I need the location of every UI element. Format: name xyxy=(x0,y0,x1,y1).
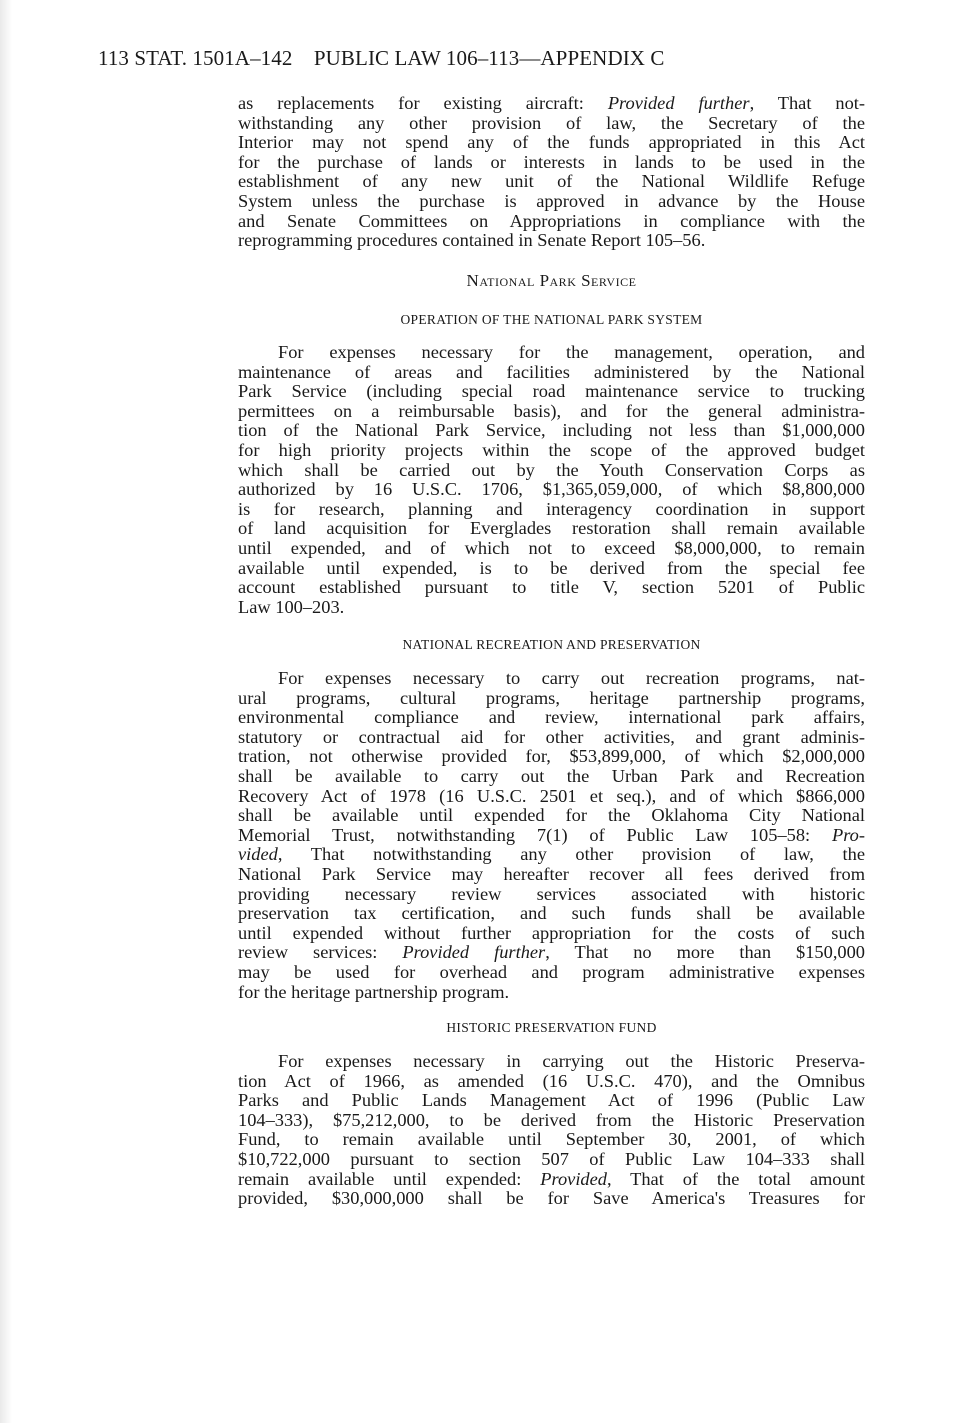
italic-text: Provided xyxy=(540,1168,607,1189)
paragraph-operation xyxy=(238,343,865,617)
text-line xyxy=(238,865,865,885)
text-segment: tration, not otherwise provided for, $53,899,000, of which $2,000,000 xyxy=(238,746,865,767)
text-line xyxy=(238,598,865,618)
text-segment: remain available until expended: xyxy=(238,1168,541,1189)
text-segment: for high priority projects within the scope of the approved budget xyxy=(238,439,865,460)
heading-recreation: NATIONAL RECREATION AND PRESERVATION xyxy=(402,637,701,652)
text-line xyxy=(238,1052,865,1072)
text-segment: which shall be carried out by the Youth Conservation Corps as xyxy=(238,459,865,480)
text-segment: for the heritage partnership program. xyxy=(238,981,510,1002)
text-line xyxy=(238,114,865,134)
text-segment: environmental compliance and review, international park affairs, xyxy=(238,707,865,728)
text-line xyxy=(238,172,865,192)
text-segment: Law 100–203. xyxy=(238,596,345,617)
text-line xyxy=(238,885,865,905)
text-line xyxy=(238,1150,865,1170)
text-segment: , That no more than $150,000 xyxy=(545,942,866,963)
italic-text: Pro- xyxy=(831,824,865,845)
text-segment: For expenses necessary in carrying out the Historic Preserva- xyxy=(278,1051,865,1071)
text-segment: Interior may not spend any of the funds appropriated in this Act xyxy=(238,132,865,153)
text-segment: reprogramming procedures contained in Senate Report 105–56. xyxy=(238,230,706,251)
running-head: 113 STAT. 1501A–142 PUBLIC LAW 106–113—APPENDIX C xyxy=(98,46,665,70)
text-segment: Parks and Public Lands Management Act of 1996 (Public Law xyxy=(238,1090,865,1111)
text-line xyxy=(238,1189,865,1209)
text-segment: Park Service (including special road maintenance service to trucking xyxy=(238,381,865,402)
text-segment: for the purchase of lands or interests in lands to be used in the xyxy=(238,151,865,172)
heading-historic-fund: HISTORIC PRESERVATION FUND xyxy=(446,1020,657,1035)
text-segment: until expended, and of which not to exceed $8,000,000, to remain xyxy=(238,537,865,558)
text-line xyxy=(238,343,865,363)
text-segment: , That notwithstanding any other provision of law, the xyxy=(277,844,865,865)
text-line xyxy=(238,826,865,846)
text-segment: tion Act of 1966, as amended (16 U.S.C. 470), and the Omnibus xyxy=(238,1070,865,1091)
text-segment: authorized by 16 U.S.C. 1706, $1,365,059,000, of which $8,800,000 xyxy=(238,479,865,500)
text-line xyxy=(238,559,865,579)
text-line xyxy=(238,231,865,251)
italic-text: Provided further xyxy=(607,93,750,113)
text-line xyxy=(238,500,865,520)
italic-text: vided xyxy=(238,844,278,865)
text-line xyxy=(238,904,865,924)
text-segment: permittees on a reimbursable basis), and for the general administra- xyxy=(238,400,865,421)
paragraph-historic-fund xyxy=(238,1052,865,1209)
text-line xyxy=(238,806,865,826)
text-line xyxy=(238,787,865,807)
text-segment: System unless the purchase is approved in advance by the House xyxy=(238,190,865,211)
text-segment: $10,722,000 pursuant to section 507 of Public Law 104–333 shall xyxy=(238,1148,865,1169)
text-segment: Recovery Act of 1978 (16 U.S.C. 2501 et seq.), and of which $866,000 xyxy=(238,785,865,806)
text-segment: National Park Service may hereafter recover all fees derived from xyxy=(238,863,865,884)
text-line xyxy=(238,421,865,441)
text-segment: statutory or contractual aid for other activities, and grant adminis- xyxy=(238,726,865,747)
heading-national-park-service: National Park Service xyxy=(466,271,637,290)
text-line xyxy=(238,461,865,481)
text-segment: available until expended, is to be derived from the special fee xyxy=(238,557,865,578)
text-segment: review services: xyxy=(238,942,403,963)
text-line xyxy=(238,539,865,559)
text-segment: as replacements for existing aircraft: xyxy=(238,93,608,113)
text-segment: For expenses necessary to carry out recreation programs, nat- xyxy=(278,668,865,688)
text-segment: , That not- xyxy=(749,93,865,113)
text-segment: shall be available until expended for the Oklahoma City National xyxy=(238,805,865,826)
italic-text: Provided further xyxy=(402,942,546,963)
text-line xyxy=(238,924,865,944)
text-segment: ural programs, cultural programs, heritage partnership programs, xyxy=(238,687,865,708)
text-line xyxy=(238,845,865,865)
text-segment: providing necessary review services associated with historic xyxy=(238,883,865,904)
text-line xyxy=(238,1130,865,1150)
text-line xyxy=(238,94,865,114)
text-segment: maintenance of areas and facilities administered by the National xyxy=(238,361,865,382)
text-segment: of land acquisition for Everglades restoration shall remain available xyxy=(238,518,865,539)
text-line xyxy=(238,1091,865,1111)
text-line xyxy=(238,578,865,598)
scan-edge xyxy=(0,0,12,1423)
text-line xyxy=(238,212,865,232)
text-segment: For expenses necessary for the management, operation, and xyxy=(278,342,865,362)
text-segment: Memorial Trust, notwithstanding 7(1) of Public Law 105–58: xyxy=(238,824,832,845)
text-line xyxy=(238,1111,865,1131)
text-line xyxy=(238,441,865,461)
text-line xyxy=(238,363,865,383)
text-line xyxy=(238,708,865,728)
text-line xyxy=(238,943,865,963)
text-segment: until expended without further appropriation for the costs of such xyxy=(238,922,865,943)
text-line xyxy=(238,1072,865,1092)
text-segment: tion of the National Park Service, including not less than $1,000,000 xyxy=(238,420,865,441)
text-segment: and Senate Committees on Appropriations in compliance with the xyxy=(238,210,865,231)
text-line xyxy=(238,133,865,153)
text-line xyxy=(238,747,865,767)
text-line xyxy=(238,519,865,539)
text-line xyxy=(238,1170,865,1190)
text-segment: Fund, to remain available until September 30, 2001, of which xyxy=(238,1129,865,1150)
text-segment: is for research, planning and interagency coordination in support xyxy=(238,498,865,519)
text-line xyxy=(238,192,865,212)
text-line xyxy=(238,382,865,402)
text-line xyxy=(238,963,865,983)
text-line xyxy=(238,402,865,422)
paragraph-continued xyxy=(238,94,865,251)
text-segment: provided, $30,000,000 shall be for Save America's Treasures for xyxy=(238,1188,865,1209)
text-line xyxy=(238,767,865,787)
text-segment: , That of the total amount xyxy=(606,1168,865,1189)
text-segment: shall be available to carry out the Urban Park and Recreation xyxy=(238,765,865,786)
paragraph-recreation xyxy=(238,669,865,1002)
text-line xyxy=(238,669,865,689)
text-segment: may be used for overhead and program administrative expenses xyxy=(238,961,865,982)
text-segment: withstanding any other provision of law, the Secretary of the xyxy=(238,112,865,133)
text-segment: establishment of any new unit of the National Wildlife Refuge xyxy=(238,171,865,192)
text-line xyxy=(238,153,865,173)
text-line xyxy=(238,728,865,748)
text-segment: preservation tax certification, and such funds shall be available xyxy=(238,903,865,924)
text-line xyxy=(238,983,865,1003)
text-line xyxy=(238,689,865,709)
text-line xyxy=(238,480,865,500)
text-segment: account established pursuant to title V, section 5201 of Public xyxy=(238,577,865,598)
heading-operation: OPERATION OF THE NATIONAL PARK SYSTEM xyxy=(400,312,703,327)
text-segment: 104–333), $75,212,000, to be derived from the Historic Preservation xyxy=(238,1109,865,1130)
